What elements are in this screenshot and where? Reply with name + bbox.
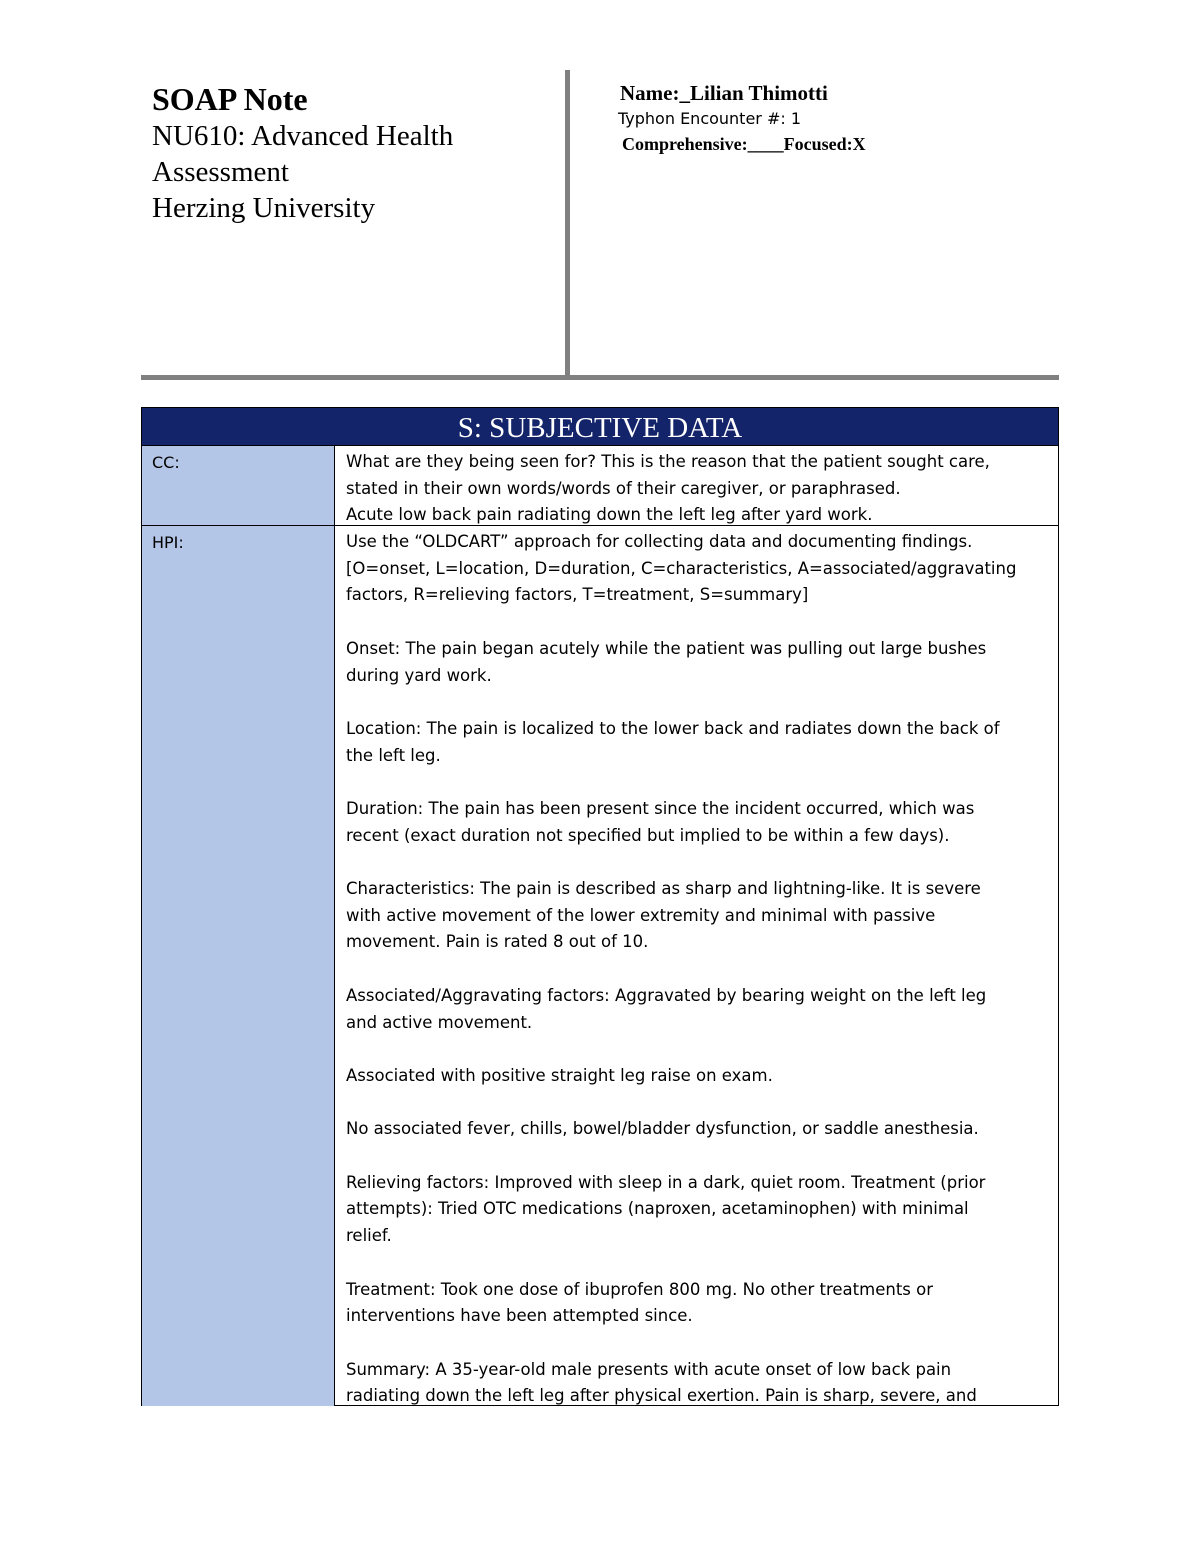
document-header — [152, 80, 552, 226]
hpi-label: HPI: — [142, 526, 335, 1406]
cc-content — [335, 446, 1058, 525]
hpi-location: the left leg. — [346, 745, 441, 765]
hpi-straight-leg-raise: Associated with positive straight leg raise on exam. — [346, 1065, 773, 1085]
hpi-relieving: Relieving factors: Improved with sleep in a dark, quiet room. Treatment (prior — [346, 1172, 986, 1192]
hpi-relieving: attempts): Tried OTC medications (naproxen, acetaminophen) with minimal — [346, 1199, 969, 1219]
hpi-aggravating: Associated/Aggravating factors: Aggravated by bearing weight on the left leg — [346, 985, 987, 1005]
course-name: NU610: Advanced Health — [152, 120, 454, 152]
hpi-duration: recent (exact duration not specified but implied to be within a few days). — [346, 825, 950, 845]
encounter-number: Typhon Encounter #: 1 — [618, 109, 802, 128]
hpi-onset: during yard work. — [346, 665, 492, 685]
hpi-content — [335, 526, 1058, 1406]
hpi-aggravating: and active movement. — [346, 1012, 533, 1032]
hpi-intro-line: [O=onset, L=location, D=duration, C=characteristics, A=associated/aggravating — [346, 558, 1017, 578]
hpi-duration: Duration: The pain has been present since the incident occurred, which was — [346, 798, 975, 818]
document-title: SOAP Note — [152, 81, 308, 117]
cc-label: CC: — [142, 446, 335, 525]
hpi-treatment: Treatment: Took one dose of ibuprofen 800 mg. No other treatments or — [346, 1279, 934, 1299]
subjective-table — [141, 407, 1059, 1406]
cc-row — [142, 446, 1058, 526]
hpi-characteristics: with active movement of the lower extremity and minimal with passive — [346, 905, 936, 925]
cc-answer: Acute low back pain radiating down the left leg after yard work. — [346, 505, 873, 525]
hpi-treatment: interventions have been attempted since. — [346, 1306, 693, 1326]
section-heading: S: SUBJECTIVE DATA — [142, 408, 1058, 446]
hpi-row — [142, 526, 1058, 1406]
cc-prompt-line: What are they being seen for? This is the reason that the patient sought care, — [346, 452, 990, 471]
hpi-onset: Onset: The pain began acutely while the patient was pulling out large bushes — [346, 638, 987, 658]
course-name-continued: Assessment — [152, 156, 289, 188]
cc-prompt-line: stated in their own words/words of their caregiver, or paraphrased. — [346, 478, 901, 498]
hpi-characteristics: Characteristics: The pain is described as sharp and lightning-like. It is severe — [346, 879, 981, 899]
student-info — [618, 80, 1038, 158]
university-name: Herzing University — [152, 192, 376, 224]
hpi-relieving: relief. — [346, 1226, 392, 1246]
exam-type: Comprehensive:____Focused:X — [622, 134, 866, 154]
horizontal-divider — [141, 375, 1059, 380]
hpi-negative-findings: No associated fever, chills, bowel/bladder dysfunction, or saddle anesthesia. — [346, 1119, 979, 1139]
hpi-intro-line: factors, R=relieving factors, T=treatment, S=summary] — [346, 585, 809, 605]
hpi-summary: radiating down the left leg after physical exertion. Pain is sharp, severe, and — [346, 1386, 977, 1406]
hpi-summary: Summary: A 35-year-old male presents with acute onset of low back pain — [346, 1359, 952, 1379]
hpi-location: Location: The pain is localized to the lower back and radiates down the back of — [346, 718, 1000, 738]
hpi-characteristics: movement. Pain is rated 8 out of 10. — [346, 932, 649, 952]
vertical-divider — [565, 70, 570, 378]
hpi-intro-line: Use the “OLDCART” approach for collecting data and documenting findings. — [346, 532, 973, 551]
student-name: Name:_Lilian Thimotti — [620, 81, 828, 105]
